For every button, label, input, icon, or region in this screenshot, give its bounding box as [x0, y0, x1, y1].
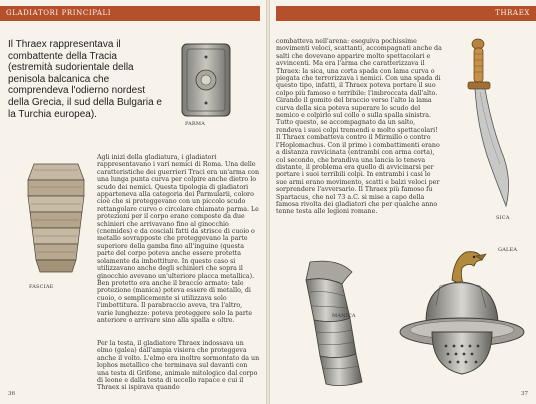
fasciae-caption: FASCIAE: [29, 284, 54, 290]
sica-caption: SICA: [496, 215, 510, 221]
fasciae-illustration: [14, 162, 92, 274]
right-page: [270, 0, 536, 404]
right-body-text: combatteva nell'arena: eseguiva pochissime movimenti veloci, scattanti, accompagnati anche da salti che dovevano apparire molto spettacolari e avvincenti. Ma era l'arma che caratterizzava il Thraex: la sica, una corta spada con lama curva o piegata che terrorizzava i nemici. Con una spada di questo tipo, infatti, il Thraex poteva portare il suo colpo più famoso e terribile: l'imbroccata dall'alto. Girando il gomito del braccio verso l'alto la lama curva della sica poteva superare lo scudo del nemico e colpirlo sul collo o sulla spalla sinistra. Tutto questo, se accompagnato da un salto, rendeva i suoi colpi tremendi e molto spettacolari! Il Thraex combatteva contro il Mirmillo o contro l'Hoplomachus. Con il primo i combattimenti erano a distanza ravvicinata (entrambi con arma corta), col secondo, che brandiva una lancia lo teneva distante, il problema era quello di avvicinarsi per portare i suoi terribili colpi. In entrambi i casi le sue armi erano movimento, scatti e balzi veloci per sorprendere l'avversario. Il Thraex più famoso fu Spartacus, che nel 73 a.C. si mise a capo della famosa rivolta dei gladiatori che per qualche anno tenne testa alle legioni romane.: [276, 38, 442, 216]
intro-text: Il Thraex rappresentava il combattente della Tracia (estremità sudorientale della penisola balcanica che comprendeva l'odierno nordest della Grecia, il sud della Bulgaria e la Turchia europea).: [8, 39, 162, 120]
manica-illustration: [280, 258, 372, 390]
left-page-number: 36: [8, 391, 15, 397]
parma-shield-illustration: [178, 42, 234, 118]
galea-helmet-illustration: [388, 246, 528, 386]
right-page-number: 37: [521, 391, 528, 397]
right-page-header: THRAEX: [276, 6, 536, 21]
left-page: [0, 0, 266, 404]
galea-caption: GALEA: [498, 247, 518, 253]
sica-sword-illustration: [458, 36, 524, 212]
left-body-text-2: Per la testa, il gladiatore Thraex indossava un elmo (galea) dall'ampia visiera che proteggeva anche il volto. L'elmo era inoltre sormontato da un lophos metallico che terminava sul davanti con una testa di Grifone, animale mitologico dal corpo di leone e dalla testa di uccello rapace e cui il Thraex si ispirava quando: [97, 340, 260, 392]
manica-caption: MANICA: [332, 313, 356, 319]
left-page-header: GLADIATORI PRINCIPALI: [0, 6, 260, 21]
parma-caption: PARMA: [185, 121, 206, 127]
left-body-text-1: Agli inizi della gladiatura, i gladiatori rappresentavano i vari nemici di Roma. Una delle caratteristiche dei guerrieri Traci era un'arma con una lunga punta curva per colpire anche dietro lo scudo dei nemici. Questa tipologia di gladiatori apparteneva alla categoria dei Parmularii, coloro cioè che si proteggevano con un piccolo scudo rettangolare curvo o circolare chiamato parma. Le protezioni per il corpo erano composte da due schinieri che arrivavano fino al ginocchio (cnemides) e da cosciali fatti da strisce di cuoio o metallo sovrapposte che proteggevano la parte superiore della gamba fino all'inguine (questa parte del corpo poteva anche essere protetta solamente da imbottiture. In questo caso si utilizzavano anche degli schinieri che sopra il ginocchio avevano un'ulteriore placca metallica). Ben protetto era anche il braccio armato: tale protezione (manica) poteva essere di metallo, di cuoio, o semplicemente si utilizzava solo l'imbottitura. Il parabraccio aveva, tra l'altro, varie lunghezze: poteva proteggere solo la parte anteriore o arrivare sino alla spalla e oltre.: [97, 154, 260, 324]
